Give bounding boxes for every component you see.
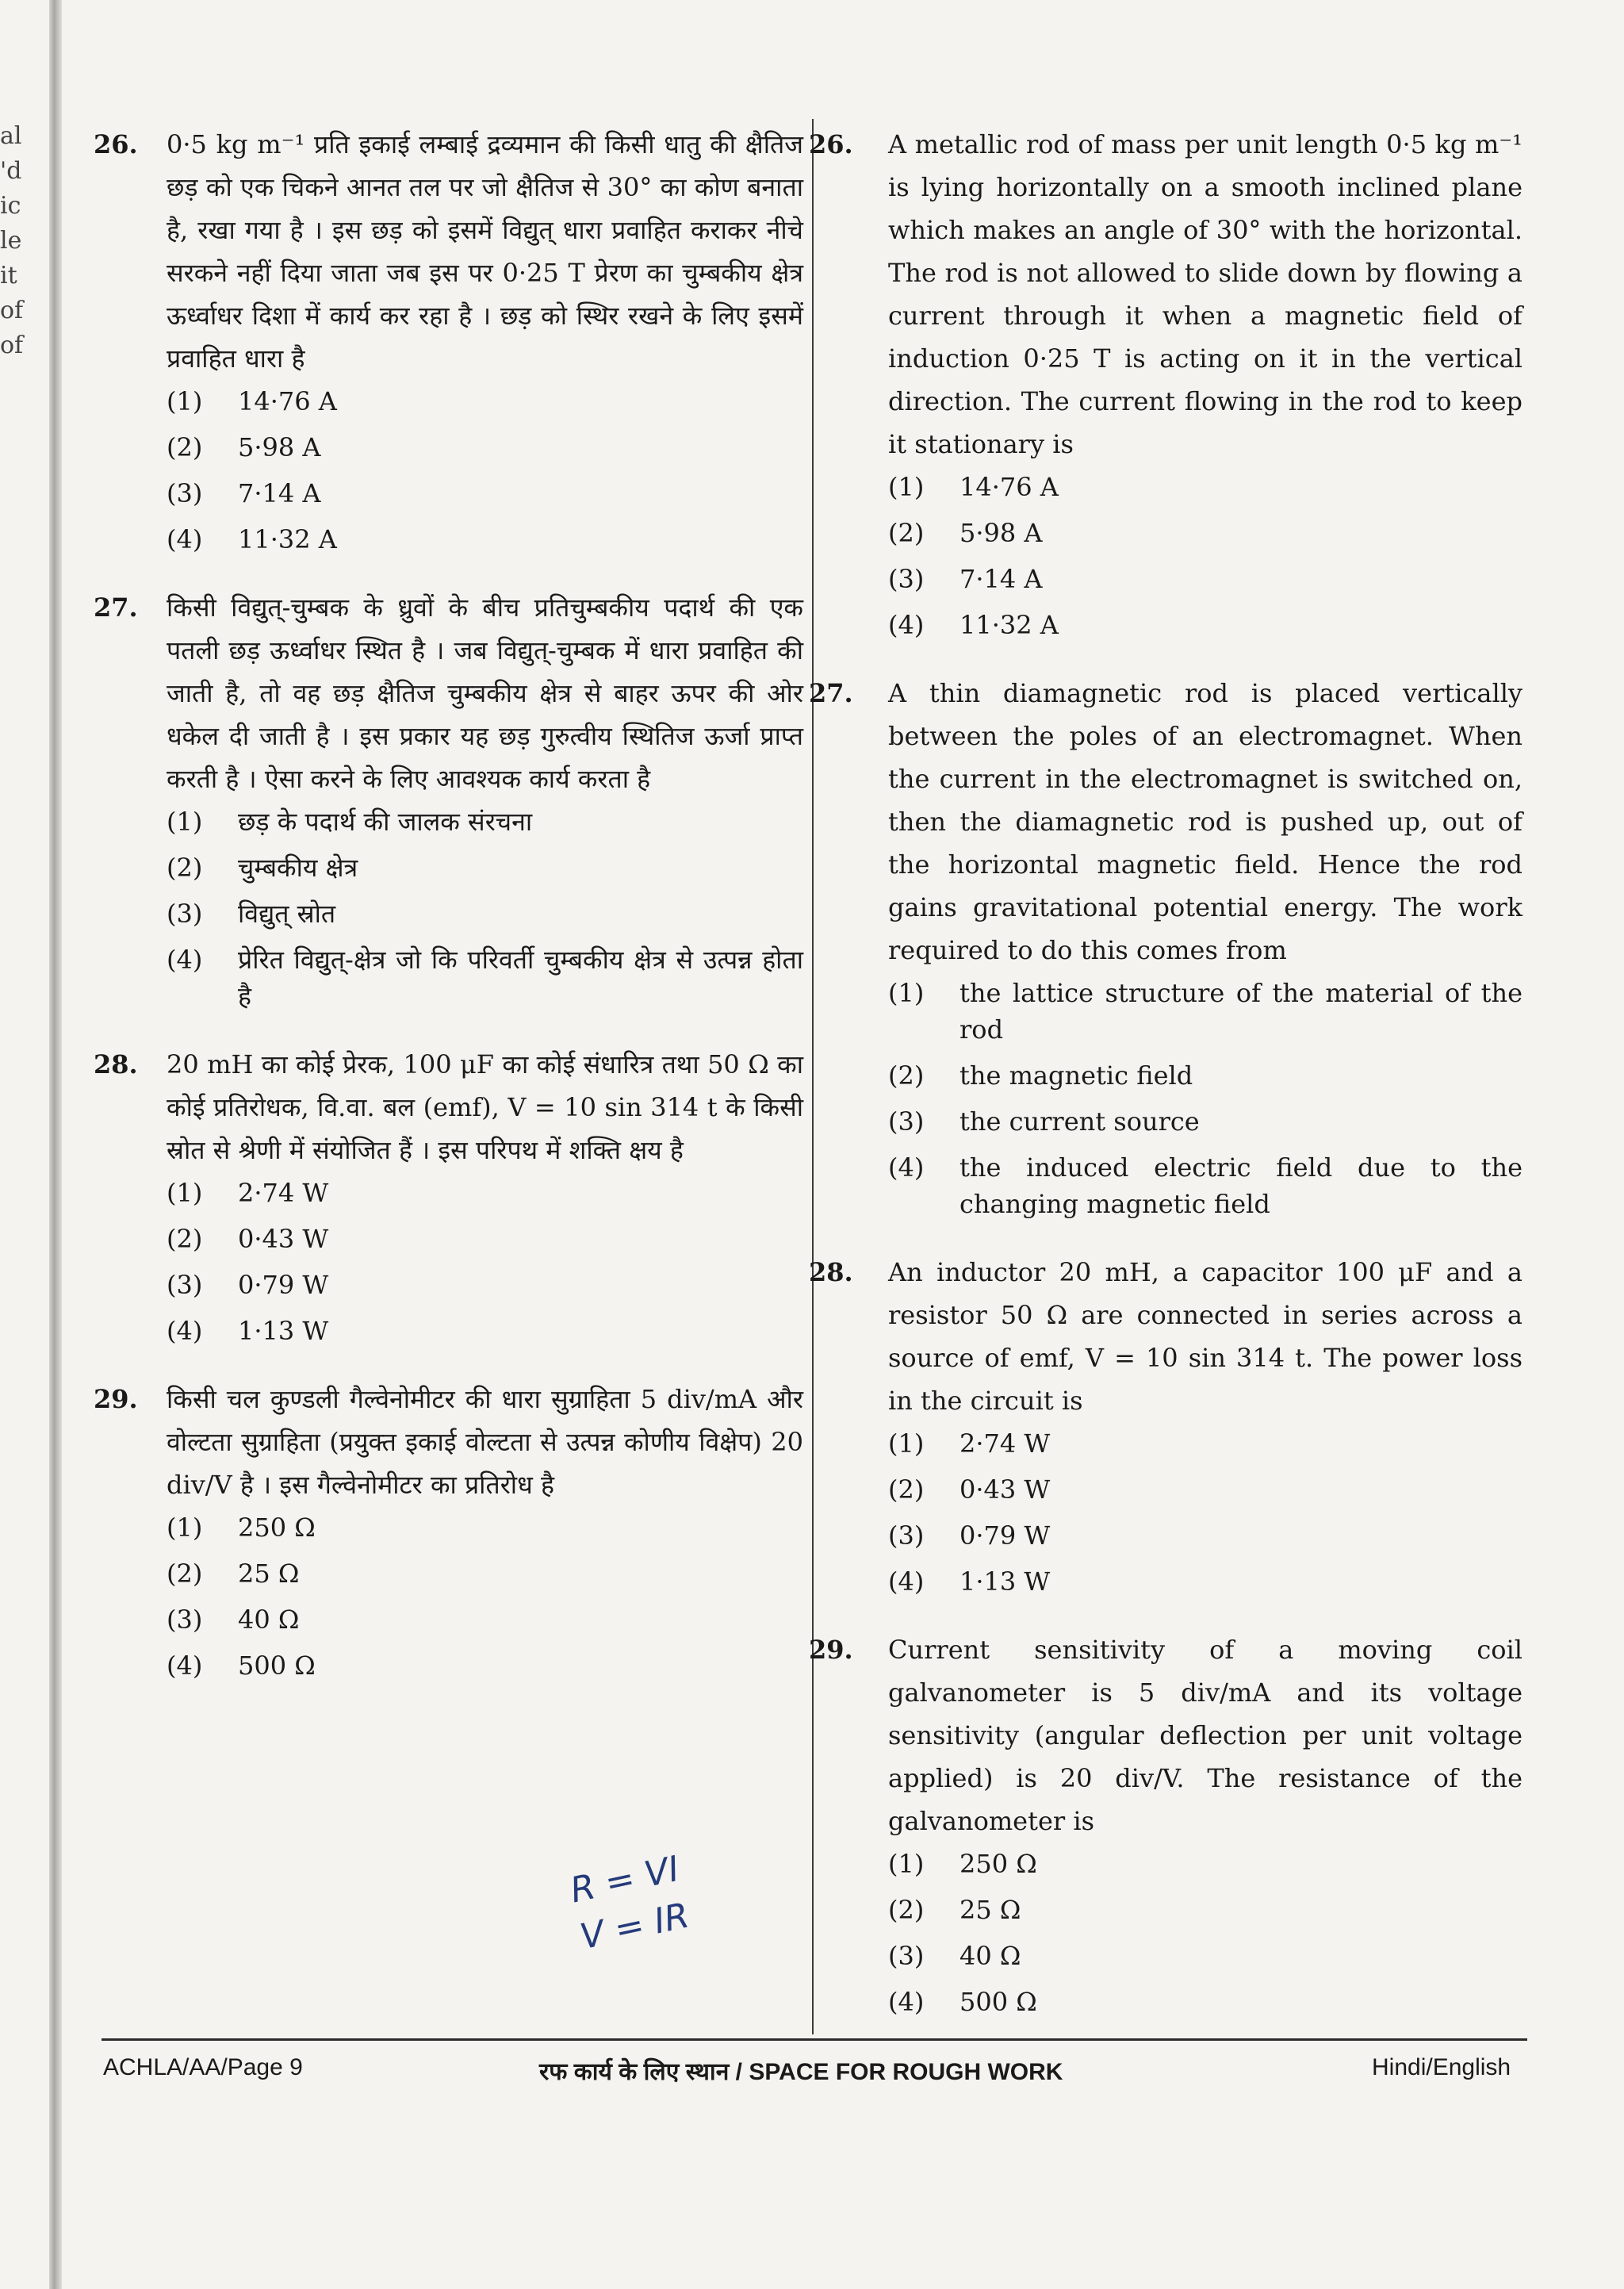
option-text: 0·43 W: [959, 1474, 1051, 1505]
question-text: 20 mH का कोई प्रेरक, 100 μF का कोई संधारित्र तथा 50 Ω का कोई प्रतिरोधक, वि.वा. बल (emf), V = 10 sin 314 t के किसी स्रोत से श्रेणी में संयोजित हैं । इस परिपथ में शक्ति क्षय है: [167, 1049, 803, 1165]
question-number: 29.: [809, 1635, 853, 1665]
option-text: 250 Ω: [238, 1513, 316, 1543]
question-number: 27.: [809, 678, 853, 708]
option-number: (2): [167, 1559, 203, 1589]
option-text: 7·14 A: [238, 478, 321, 508]
question-text: किसी चल कुण्डली गैल्वेनोमीटर की धारा सुग्राहिता 5 div/mA और वोल्टता सुग्राहिता (प्रयुक्त इकाई वोल्टता से उत्पन्न कोणीय विक्षेप) 20 div/V है । इस गैल्वेनोमीटर का प्रतिरोध है: [167, 1384, 803, 1500]
answer-option: [888, 975, 1522, 1048]
answer-options: [167, 803, 803, 1014]
answer-option: [167, 1555, 803, 1592]
answer-option: [888, 1938, 1522, 1974]
answer-option: [167, 1601, 803, 1638]
answer-options: [167, 1175, 803, 1349]
question-28: [809, 1251, 1522, 1600]
option-text: 7·14 A: [959, 564, 1043, 594]
answer-option: [888, 515, 1522, 551]
option-number: (4): [167, 945, 203, 975]
option-number: (2): [888, 1474, 925, 1505]
answer-option: [167, 803, 803, 840]
question-26: [94, 123, 803, 558]
option-text: 5·98 A: [238, 432, 321, 462]
option-text: 14·76 A: [959, 472, 1059, 502]
question-number: 28.: [94, 1049, 138, 1079]
answer-option: [167, 1647, 803, 1684]
question-number: 28.: [809, 1257, 853, 1287]
question-number: 29.: [94, 1384, 138, 1414]
answer-option: [888, 1471, 1522, 1508]
answer-option: [167, 383, 803, 420]
answer-option: [167, 941, 803, 1014]
option-number: (3): [167, 1605, 203, 1635]
option-text: विद्युत् स्रोत: [238, 899, 336, 929]
language-label: Hindi/English: [1372, 2054, 1511, 2080]
option-text: 250 Ω: [959, 1849, 1037, 1879]
option-text: 25 Ω: [959, 1895, 1021, 1925]
option-number: (1): [888, 1849, 925, 1879]
option-number: (2): [167, 432, 203, 462]
edge-fragment: le: [0, 227, 22, 255]
handwritten-line-1: R = VI: [566, 1848, 683, 1911]
edge-fragment: 'd: [0, 157, 22, 185]
option-number: (1): [888, 472, 925, 502]
answer-option: [167, 521, 803, 558]
question-text: Current sensitivity of a moving coil galvanometer is 5 div/mA and its voltage sensitivity (angular deflection per unit voltage applied) is 20 div/V. The resistance of the galvanometer is: [888, 1635, 1522, 1836]
option-text: चुम्बकीय क्षेत्र: [238, 853, 358, 883]
answer-option: [167, 475, 803, 512]
answer-option: [167, 1267, 803, 1303]
edge-fragment: it: [0, 262, 17, 289]
option-number: (4): [888, 1566, 925, 1597]
question-29: [809, 1628, 1522, 2020]
question-text: A metallic rod of mass per unit length 0·5 kg m⁻¹ is lying horizontally on a smooth inclined plane which makes an angle of 30° with the horizontal. The rod is not allowed to slide down by flowing a current through it when a magnetic field of induction 0·25 T is acting on it in the vertical direction. The current flowing in the rod to keep it stationary is: [888, 129, 1522, 459]
page-identifier: ACHLA/AA/Page 9: [103, 2054, 303, 2080]
option-text: 40 Ω: [959, 1941, 1021, 1971]
answer-options: [888, 975, 1522, 1222]
answer-option: [167, 1221, 803, 1257]
answer-option: [888, 1149, 1522, 1222]
option-text: 25 Ω: [238, 1559, 300, 1589]
footer-rule: [102, 2038, 1527, 2041]
option-text: 11·32 A: [238, 524, 337, 554]
option-text: प्रेरित विद्युत्-क्षेत्र जो कि परिवर्ती चुम्बकीय क्षेत्र से उत्पन्न होता है: [238, 945, 803, 1011]
answer-option: [888, 607, 1522, 643]
option-text: 500 Ω: [238, 1651, 316, 1681]
answer-option: [888, 1892, 1522, 1928]
question-number: 26.: [94, 129, 138, 159]
option-text: 1·13 W: [959, 1566, 1051, 1597]
question-27: [94, 586, 803, 1014]
edge-fragment: ic: [0, 192, 21, 220]
option-number: (1): [888, 978, 925, 1008]
edge-fragment: of: [0, 332, 24, 359]
option-number: (3): [167, 478, 203, 508]
option-number: (2): [167, 1224, 203, 1254]
handwritten-line-2: V = IR: [576, 1895, 693, 1958]
option-text: the current source: [959, 1106, 1200, 1137]
question-27: [809, 672, 1522, 1222]
question-text: A thin diamagnetic rod is placed vertically between the poles of an electromagnet. When the current in the electromagnet is switched on, then the diamagnetic rod is pushed up, out of the horizontal magnetic field. Hence the rod gains gravitational potential energy. The work required to do this comes from: [888, 678, 1522, 965]
page-binding-edge: [49, 0, 62, 2289]
option-number: (4): [888, 1987, 925, 2017]
option-text: 0·79 W: [238, 1270, 329, 1300]
option-text: 2·74 W: [959, 1428, 1051, 1459]
option-text: 11·32 A: [959, 610, 1059, 640]
english-column: [809, 123, 1522, 2049]
answer-options: [167, 383, 803, 558]
option-number: (3): [167, 899, 203, 929]
question-number: 27.: [94, 592, 138, 623]
option-number: (1): [167, 1178, 203, 1208]
answer-option: [167, 895, 803, 932]
question-text: किसी विद्युत्-चुम्बक के ध्रुवों के बीच प्रतिचुम्बकीय पदार्थ की एक पतली छड़ ऊर्ध्वाधर स्थित है । जब विद्युत्-चुम्बक में धारा प्रवाहित की जाती है, तो वह छड़ क्षैतिज चुम्बकीय क्षेत्र से बाहर ऊपर की ओर धकेल दी जाती है । इस प्रकार यह छड़ गुरुत्वीय स्थितिज ऊर्जा प्राप्त करती है । ऐसा करने के लिए आवश्यक कार्य करता है: [167, 592, 803, 794]
answer-option: [888, 1517, 1522, 1554]
answer-options: [888, 1425, 1522, 1600]
question-26: [809, 123, 1522, 643]
option-text: छड़ के पदार्थ की जालक संरचना: [238, 807, 533, 837]
option-number: (4): [888, 1152, 925, 1183]
answer-option: [888, 1425, 1522, 1462]
option-text: the lattice structure of the material of the rod: [959, 978, 1522, 1045]
option-text: 40 Ω: [238, 1605, 300, 1635]
option-number: (4): [167, 524, 203, 554]
question-text: 0·5 kg m⁻¹ प्रति इकाई लम्बाई द्रव्यमान की किसी धातु की क्षैतिज छड़ को एक चिकने आनत तल पर जो क्षैतिज से 30° का कोण बनाता है, रखा गया है । इस छड़ को इसमें विद्युत् धारा प्रवाहित कराकर नीचे सरकने नहीं दिया जाता जब इस पर 0·25 T प्रेरण का चुम्बकीय क्षेत्र ऊर्ध्वाधर दिशा में कार्य कर रहा है । छड़ को स्थिर रखने के लिए इसमें प्रवाहित धारा है: [167, 129, 803, 374]
option-number: (1): [888, 1428, 925, 1459]
option-number: (3): [888, 1106, 925, 1137]
option-number: (1): [167, 807, 203, 837]
option-number: (2): [888, 518, 925, 548]
question-text: An inductor 20 mH, a capacitor 100 μF and a resistor 50 Ω are connected in series across a source of emf, V = 10 sin 314 t. The power loss in the circuit is: [888, 1257, 1522, 1416]
option-number: (4): [167, 1651, 203, 1681]
option-text: 2·74 W: [238, 1178, 329, 1208]
option-text: 500 Ω: [959, 1987, 1037, 2017]
handwritten-note: [566, 1846, 693, 1961]
option-number: (3): [888, 1941, 925, 1971]
answer-option: [888, 1057, 1522, 1094]
rough-work-label: रफ कार्य के लिए स्थान / SPACE FOR ROUGH WORK: [539, 2059, 1063, 2085]
edge-fragment: al: [0, 122, 22, 150]
answer-option: [167, 849, 803, 886]
hindi-column: [94, 123, 803, 1712]
answer-option: [888, 1563, 1522, 1600]
option-number: (2): [167, 853, 203, 883]
question-number: 26.: [809, 129, 853, 159]
answer-option: [167, 429, 803, 466]
answer-option: [888, 469, 1522, 505]
option-number: (2): [888, 1060, 925, 1091]
option-text: the induced electric field due to the changing magnetic field: [959, 1152, 1522, 1219]
option-number: (1): [167, 1513, 203, 1543]
answer-option: [888, 1984, 1522, 2020]
answer-option: [167, 1509, 803, 1546]
option-text: the magnetic field: [959, 1060, 1193, 1091]
option-text: 14·76 A: [238, 386, 337, 416]
question-29: [94, 1378, 803, 1684]
option-number: (3): [888, 1520, 925, 1551]
option-number: (3): [167, 1270, 203, 1300]
option-number: (3): [888, 564, 925, 594]
option-text: 1·13 W: [238, 1316, 329, 1346]
option-text: 5·98 A: [959, 518, 1043, 548]
adjacent-page-text-fragment: [0, 119, 32, 363]
answer-options: [888, 1846, 1522, 2020]
answer-option: [888, 1103, 1522, 1140]
answer-option: [167, 1313, 803, 1349]
option-number: (4): [888, 610, 925, 640]
answer-option: [888, 1846, 1522, 1882]
question-28: [94, 1043, 803, 1349]
option-number: (4): [167, 1316, 203, 1346]
answer-option: [167, 1175, 803, 1211]
option-text: 0·43 W: [238, 1224, 329, 1254]
answer-options: [167, 1509, 803, 1684]
option-number: (2): [888, 1895, 925, 1925]
option-number: (1): [167, 386, 203, 416]
answer-option: [888, 561, 1522, 597]
edge-fragment: of: [0, 297, 24, 324]
option-text: 0·79 W: [959, 1520, 1051, 1551]
answer-options: [888, 469, 1522, 643]
